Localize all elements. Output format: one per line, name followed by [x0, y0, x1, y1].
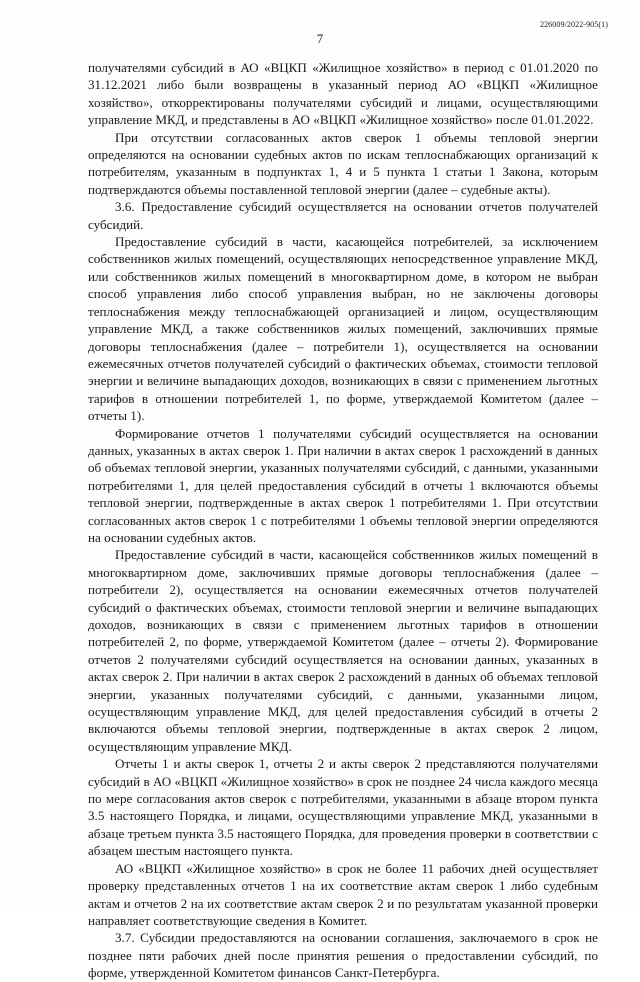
paragraph-4: Предоставление субсидий в части, касающейся потребителей, за исключением собственников жилых помещений, осуществляющих непосредственное управление МКД, или собственников жилых помещений в многоквартирном доме, в котором не выбран способ управления либо способ управления выбран, но не заключены договоры теплоснабжения между теплоснабжающей организацией и лицом, осуществляющим управление МКД, а также собственников жилых помещений, заключивших прямые договоры теплоснабжения (далее – потребители 1), осуществляется на основании ежемесячных отчетов получателей субсидий о фактических объемах, стоимости тепловой энергии и величине выпадающих доходов, возникающих в связи с применением льготных тарифов в отношении потребителей 1, по форме, утверждаемой Комитетом (далее – отчеты 1).: [88, 234, 598, 424]
paragraph-7: Отчеты 1 и акты сверок 1, отчеты 2 и акты сверок 2 представляются получателями субсидий в АО «ВЦКП «Жилищное хозяйство» в срок не позднее 24 числа каждого месяца по мере согласования актов сверок с потребителями, указанными в абзаце втором пункта 3.5 настоящего Порядка, и лицами, осуществляющими управление МКД, указанными в абзаце третьем пункта 3.5 настоящего Порядка, для проведения проверки в соответствии с абзацем шестым настоящего пункта.: [88, 756, 598, 859]
paragraph-3-6: 3.6. Предоставление субсидий осуществляется на основании отчетов получателей субсидий.: [88, 199, 598, 232]
paragraph-3-7: 3.7. Субсидии предоставляются на основании соглашения, заключаемого в срок не позднее пяти рабочих дней после принятия решения о предоставлении субсидий, по форме, утвержденной Комитетом финансов Санкт-Петербурга.: [88, 930, 598, 981]
paragraph-8: АО «ВЦКП «Жилищное хозяйство» в срок не более 11 рабочих дней осуществляет проверку представленных отчетов 1 на их соответствие актам сверок 1 либо судебным актам и отчетов 2 на их соответствие актам сверок 2 и по результатам указанной проверки направляет соответствующие сведения в Комитет.: [88, 860, 598, 928]
page-number: 7: [316, 32, 324, 46]
document-id: 226009/2022-905(1): [539, 20, 608, 29]
paragraph-1: получателями субсидий в АО «ВЦКП «Жилищное хозяйство» в период с 01.01.2020 по 31.12.2021 либо были возвращены в указанный период АО «ВЦКП «Жилищное хозяйство», откорректированы получателями субсидий и лицами, осуществляющими управление МКД, и представлены в АО «ВЦКП «Жилищное хозяйство» после 01.01.2022.: [88, 60, 598, 128]
paragraph-6: Предоставление субсидий в части, касающейся собственников жилых помещений в многоквартирном доме, заключивших прямые договоры теплоснабжения (далее – потребители 2), осуществляется на основании ежемесячных отчетов получателей субсидий о фактических объемах, стоимости тепловой энергии и величине выпадающих доходов, возникающих в связи с применением льготных тарифов в отношении потребителей 2, по форме, утверждаемой Комитетом (далее – отчеты 2). Формирование отчетов 2 получателями субсидий осуществляется на основании данных, указанных в актах сверок 2. При наличии в актах сверок 2 расхождений в данных об объемах тепловой энергии, указанных получателями субсидий, с данными, указанными лицом, осуществляющим управление МКД, для целей предоставления субсидий в отчеты 2 включаются объемы тепловой энергии, подтвержденные в актах сверок 2 лицом, осуществляющим управление МКД.: [88, 547, 598, 754]
paragraph-2: При отсутствии согласованных актов сверок 1 объемы тепловой энергии определяются на основании судебных актов по искам теплоснабжающих организаций к потребителям, указанным в подпунктах 1, 4 и 5 пункта 1 статьи 1 Закона, которым подтверждаются объемы поставленной тепловой энергии (далее – судебные акты).: [88, 129, 598, 197]
paragraph-5: Формирование отчетов 1 получателями субсидий осуществляется на основании данных, указанных в актах сверок 1. При наличии в актах сверок 1 расхождений в данных об объемах тепловой энергии, указанных получателями субсидий, с данными, указанными потребителями 1, для целей предоставления субсидий в отчеты 1 включаются объемы тепловой энергии, подтвержденные в актах сверок 1 потребителями 1. При отсутствии согласованных актов сверок 1 с потребителями 1 объемы тепловой энергии определяются на основании судебных актов.: [88, 425, 598, 545]
document-body: [88, 59, 598, 982]
